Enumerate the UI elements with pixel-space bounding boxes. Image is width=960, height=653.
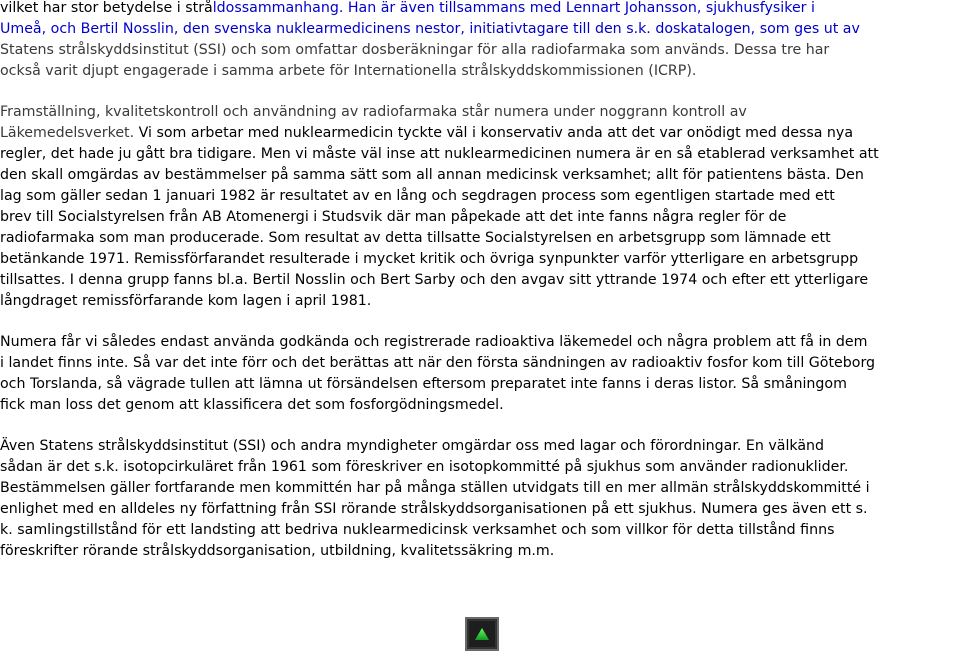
text-segment: den skall omgärdas av bestämmelser på samma sätt som all annan medicinsk verksamhet; allt för patientens bästa. Den [0, 167, 864, 183]
text-segment: regler, det hade ju gått bra tidigare. Men vi måste väl inse att nuklearmedicinen numera är en så etablerad verksamhet att [0, 146, 879, 162]
text-segment: föreskrifter rörande strålskyddsorganisation, utbildning, kvalitetssäkring m.m. [0, 543, 555, 559]
text-segment: Bestämmelsen gäller fortfarande men kommittén har på många ställen utvidgats till en mer allmän strålskyddskommitté i [0, 480, 870, 496]
text-segment: också varit djupt engagerade i samma arbete för Internationella strålskyddskommissionen (ICRP). [0, 63, 697, 79]
text-segment: långdraget remissförfarande kom lagen i april 1981. [0, 293, 372, 309]
text-segment: Framställning, kvalitetskontroll och användning av radiofarmaka står numera under noggrann kontroll av [0, 104, 747, 120]
text-segment: fick man loss det genom att klassificera det som fosforgödningsmedel. [0, 397, 504, 413]
text-segment: lag som gäller sedan 1 januari 1982 är resultatet av en lång och segdragen process som egentligen startade med ett [0, 188, 835, 204]
text-segment: Dessa tre har [729, 42, 830, 58]
text-segment: ldossammanhang. Han är även tillsammans med Lennart Johansson, sjukhusfysiker i [212, 0, 815, 16]
text-segment: k. samlingstillstånd för ett landsting att bedriva nuklearmedicinsk verksamhet och som villkor för detta tillstånd finns [0, 522, 835, 538]
paragraph-dose-catalogue [0, 0, 960, 82]
text-segment: Umeå, och Bertil Nosslin, den svenska nuklearmedicinens nestor, initiativtagare till den s.k. [0, 21, 656, 37]
text-segment: Läkemedelsverket. [0, 125, 135, 141]
text-segment: Numera får vi således endast använda godkända och registrerade radioaktiva läkemedel och några problem att få in dem [0, 334, 868, 350]
text-segment: tillsattes. I denna grupp fanns bl.a. Bertil Nosslin och Bert Sarby och den avgav sitt yttrande 1974 och efter ett ytterligare [0, 272, 869, 288]
text-segment: Statens strålskyddsinstitut (SSI) och som omfattar dosberäkningar för alla radiofarmaka som används. [0, 42, 730, 58]
text-segment: brev till Socialstyrelsen från AB Atomenergi i Studsvik där man påpekade att det inte fanns några regler för de [0, 209, 787, 225]
paragraph-approved-drugs [0, 332, 960, 416]
text-segment: vilket har stor betydelse i strå [0, 0, 213, 16]
text-segment: Även Statens strålskyddsinstitut (SSI) och andra myndigheter omgärdar oss med lagar och förordningar. En välkänd [0, 438, 825, 454]
text-segment: doskatalogen, som ges ut av [655, 21, 860, 37]
paragraph-regulation-history [0, 102, 960, 312]
back-to-top-button[interactable] [465, 617, 499, 651]
text-segment: radiofarmaka som man producerade. Som resultat av detta tillsatte Socialstyrelsen en arbetsgrupp som lämnade ett [0, 230, 831, 246]
paragraph-ssi-regulations [0, 436, 960, 562]
triangle-up-icon [475, 628, 489, 640]
text-segment: betänkande 1971. Remissförfarandet resulterade i mycket kritik och övriga synpunkter varför ytterligare en arbetsgrupp [0, 251, 859, 267]
text-segment: enlighet med en alldeles ny författning från SSI rörande strålskyddsorganisationen på ett sjukhus. Numera ges även ett s. [0, 501, 868, 517]
text-segment: i landet finns inte. Så var det inte förr och det berättas att när den första sändningen av radioaktiv fosfor kom till Göteborg [0, 355, 876, 371]
text-segment: och Torslanda, så vägrade tullen att lämna ut försändelsen eftersom preparatet inte fanns i deras listor. Så småningom [0, 376, 847, 392]
text-segment: sådan är det s.k. isotopcirkuläret från 1961 som föreskriver en isotopkommitté på sjukhus som använder radionuklider. [0, 459, 849, 475]
text-segment: Vi som arbetar med nuklearmedicin tyckte väl i konservativ anda att det var onödigt med dessa nya [134, 125, 854, 141]
